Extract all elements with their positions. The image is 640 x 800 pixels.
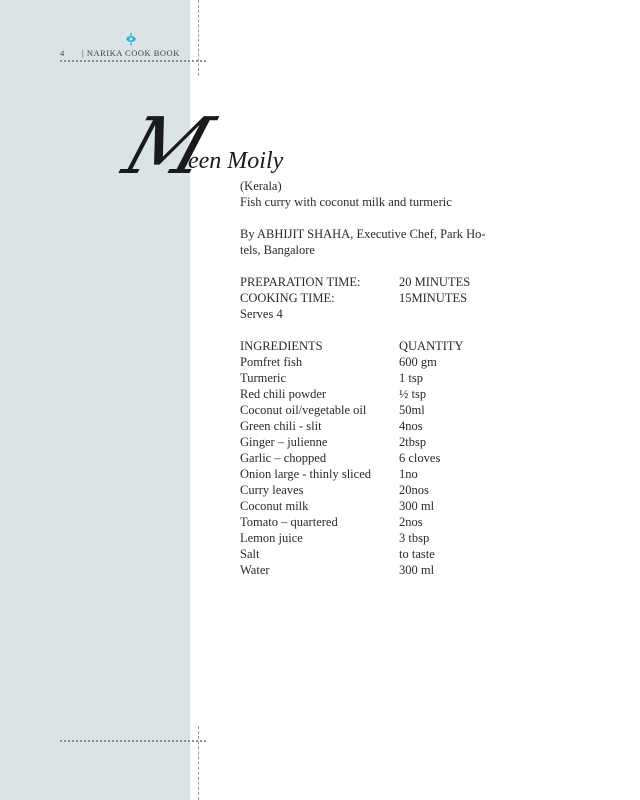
cook-time-label: COOKING TIME: [240,291,335,305]
lotus-icon [124,32,138,46]
prep-time-value: 20 MINUTES [399,275,471,289]
ingredient-quantity: 1no [399,467,418,481]
ingredient-name: Green chili - slit [240,419,322,433]
ingredient-row [240,482,510,498]
recipe-author: By ABHIJIT SHAHA, Executive Chef, Park Ho- [240,227,486,241]
ingredient-row [240,562,510,578]
ingredient-name: Salt [240,547,260,561]
ingredient-name: Coconut milk [240,499,309,513]
prep-time-row [240,274,510,290]
ingredient-quantity: 50ml [399,403,425,417]
serves: Serves 4 [240,307,283,321]
ingredient-name: Red chili powder [240,387,327,401]
ingredient-name: Onion large - thinly sliced [240,467,371,481]
ingredient-row [240,546,510,562]
ingredient-name: Pomfret fish [240,355,303,369]
ingredient-name: Ginger – julienne [240,435,328,449]
ingredient-row [240,498,510,514]
ingredient-quantity: 300 ml [399,499,435,513]
ingredient-quantity: 3 tbsp [399,531,430,545]
footer-rule [60,740,206,742]
ingredient-row [240,418,510,434]
ingredient-quantity: 2tbsp [399,435,427,449]
ingredient-quantity: 1 tsp [399,371,423,385]
ingredient-quantity: 300 ml [399,563,435,577]
crop-mark-vertical-bottom [198,726,199,800]
ingredients-header [240,338,510,354]
ingredient-quantity: ½ tsp [399,387,427,401]
book-title: | NARIKA COOK BOOK [82,48,180,58]
prep-time-label: PREPARATION TIME: [240,275,361,289]
ingredient-row [240,402,510,418]
ingredient-name: Turmeric [240,371,287,385]
ingredients-header-name: INGREDIENTS [240,339,323,353]
ingredient-quantity: to taste [399,547,435,561]
ingredient-name: Lemon juice [240,531,303,545]
crop-mark-vertical-top [198,0,199,76]
cook-time-value: 15MINUTES [399,291,468,305]
page-number: 4 [60,48,65,58]
cook-time-row [240,290,510,306]
ingredient-name: Tomato – quartered [240,515,338,529]
ingredient-name: Coconut oil/vegetable oil [240,403,367,417]
ingredient-row [240,514,510,530]
recipe-description: Fish curry with coconut milk and turmeric [240,195,452,209]
ingredient-quantity: 6 cloves [399,451,441,465]
ingredient-row [240,386,510,402]
ingredients-header-quantity: QUANTITY [399,339,464,353]
ingredient-name: Curry leaves [240,483,304,497]
ingredient-name: Garlic – chopped [240,451,327,465]
ingredient-row [240,434,510,450]
recipe-region: (Kerala) [240,179,282,193]
ingredient-row [240,354,510,370]
ingredient-row [240,370,510,386]
ingredient-quantity: 600 gm [399,355,437,369]
ingredient-quantity: 2nos [399,515,423,529]
ingredient-row [240,466,510,482]
ingredient-row [240,450,510,466]
title-rest: een Moily [188,148,284,174]
header-rule [60,60,206,62]
recipe-author-cont: tels, Bangalore [240,243,315,257]
recipe-content [240,178,510,578]
title-initial: M [113,102,215,192]
ingredient-quantity: 4nos [399,419,423,433]
ingredient-quantity: 20nos [399,483,429,497]
ingredient-name: Water [240,563,270,577]
ingredient-row [240,530,510,546]
